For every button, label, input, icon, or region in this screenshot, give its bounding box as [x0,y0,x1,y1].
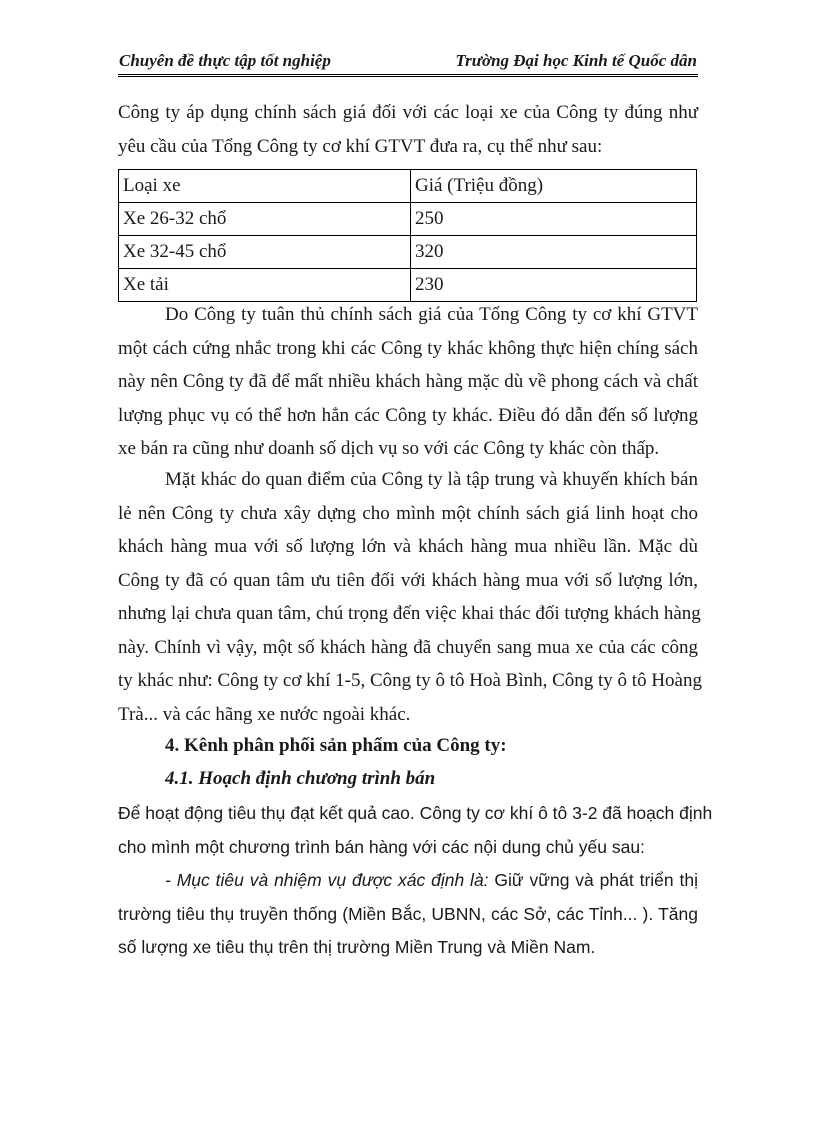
objectives-paragraph [118,864,698,965]
table-header-cell: Loại xe [119,170,411,203]
paragraph-line: lẻ nên Công ty chưa xây dựng cho mình một chính sách giá linh hoạt cho [118,502,698,524]
sales-program-paragraph [118,797,713,864]
vehicle-type-cell: Xe 26-32 chổ [119,203,411,236]
paragraph-line: một cách cứng nhắc trong khi các Công ty khác không thực hiện chíng sách [118,337,698,359]
price-table [118,169,697,302]
table-header-row [119,170,697,203]
intro-line: Công ty áp dụng chính sách giá đối với các loại xe của Công ty đúng như [118,102,698,123]
price-cell: 250 [411,203,697,236]
paragraph-line: khách hàng mua với số lượng lớn và khách hàng mua nhiều lần. Mặc dù [118,536,698,557]
vehicle-type-cell: Xe tải [119,269,411,302]
table-row [119,269,697,302]
paragraph-line: này. Chính vì vậy, một số khách hàng đã chuyển sang mua xe của các công [118,636,698,658]
table-row [119,236,697,269]
header-thesis-title: Chuyên đề thực tập tốt nghiệp [119,51,331,70]
paragraph-line: Công ty đã có quan tâm ưu tiên đối với khách hàng mua với số lượng lớn, [118,569,698,591]
vehicle-type-cell: Xe 32-45 chổ [119,236,411,269]
paragraph-line [118,864,698,898]
intro-paragraph [118,96,698,163]
objectives-lead: - Mục tiêu và nhiệm vụ được xác định là: [165,870,489,890]
paragraph-line: xe bán ra cũng như doanh số dịch vụ so với các Công ty khác còn thấp. [118,438,660,459]
table-header-cell: Giá (Triệu đồng) [411,170,697,203]
pricing-rigidity-paragraph [118,298,698,466]
paragraph-line: này nên Công ty đã để mất nhiều khách hàng mặc dù về phong cách và chất [118,371,698,392]
paragraph-line: nhưng lại chưa quan tâm, chú trọng đến việc khai thác đối tượng khách hàng [118,603,701,624]
intro-line: yêu cầu của Tổng Công ty cơ khí GTVT đưa ra, cụ thể như sau: [118,135,603,157]
retail-focus-paragraph [118,463,702,731]
header-university: Trường Đại học Kinh tế Quốc dân [455,51,697,70]
paragraph-line: số lượng xe tiêu thụ trên thị trường Miền Trung và Miền Nam. [118,937,596,957]
table-row [119,203,697,236]
paragraph-line: Do Công ty tuân thủ chính sách giá của Tổng Công ty cơ khí GTVT [165,304,698,325]
price-cell: 230 [411,269,697,302]
objectives-text: Giữ vững và phát triển thị [488,870,698,890]
subsection-heading: 4.1. Hoạch định chương trình bán [165,768,436,789]
paragraph-line: Mặt khác do quan điểm của Công ty là tập trung và khuyến khích bán [165,469,698,490]
paragraph-line: trường tiêu thụ truyền thống (Miền Bắc, UBNN, các Sở, các Tỉnh... ). Tăng [118,903,698,924]
paragraph-line: cho mình một chương trình bán hàng với các nội dung chủ yếu sau: [118,836,645,857]
price-cell: 320 [411,236,697,269]
section-heading: 4. Kênh phân phối sản phẩm của Công ty: [165,735,507,756]
paragraph-line: ty khác như: Công ty cơ khí 1-5, Công ty ô tô Hoà Bình, Công ty ô tô Hoàng [118,670,702,691]
paragraph-line: Trà... và các hãng xe nước ngoài khác. [118,703,411,725]
paragraph-line: lượng phục vụ có thể hơn hẳn các Công ty khác. Điều đó dẫn đến số lượng [118,404,698,426]
paragraph-line: Để hoạt động tiêu thụ đạt kết quả cao. Công ty cơ khí ô tô 3-2 đã hoạch định [118,803,713,823]
page-header [118,50,698,77]
